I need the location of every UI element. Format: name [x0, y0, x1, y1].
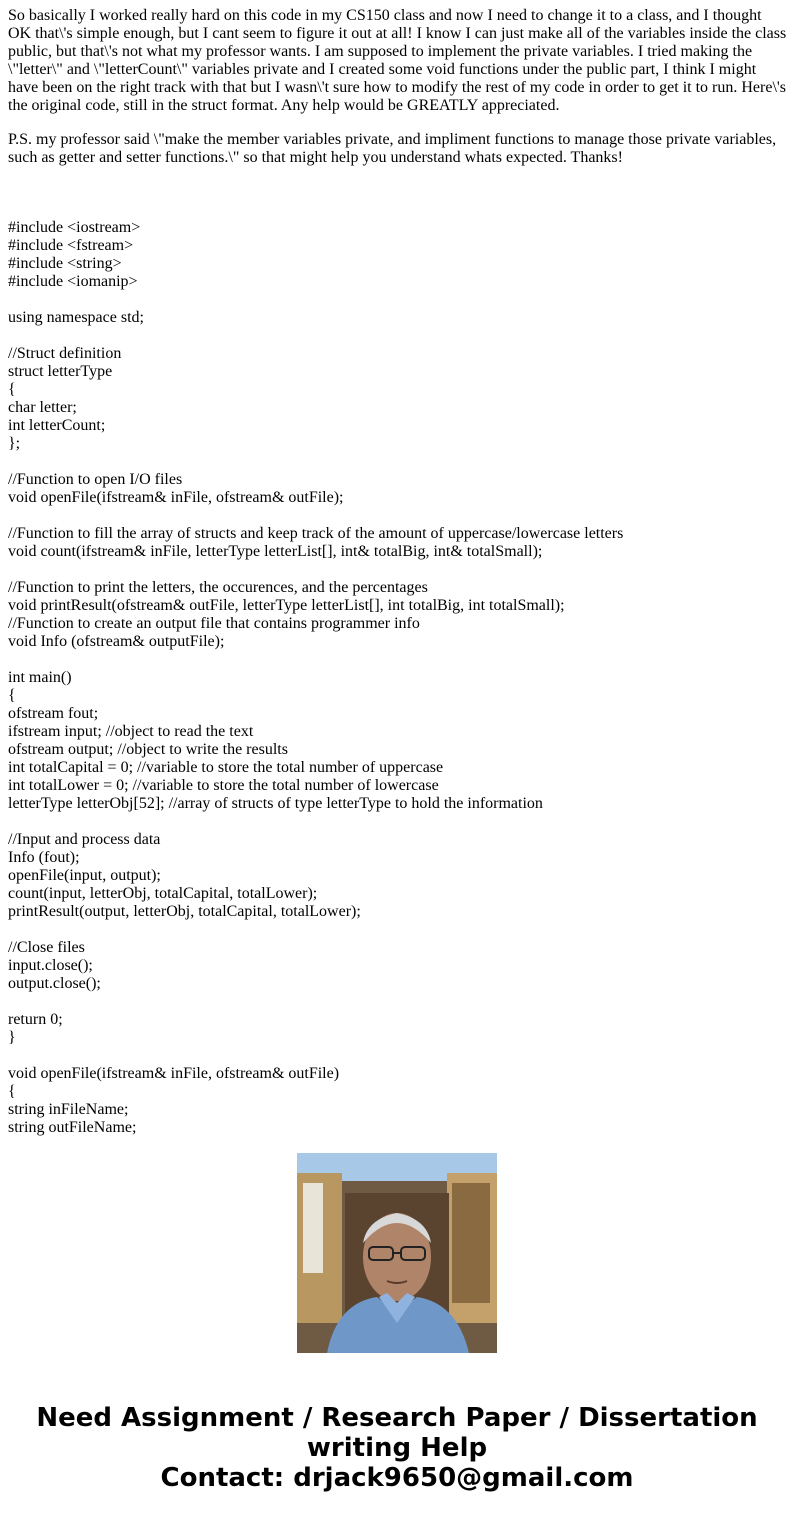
- question-paragraph: So basically I worked really hard on this code in my CS150 class and now I need to change it to a class, and I thought OK that\'s simple enough, but I cant seem to figure it out at all! I know I can just make all of the variables inside the class public, but that\'s not what my professor wants. I am supposed to implement the private variables. I tried making the \"letter\" and \"letterCount\" variables private and I created some void functions under the public part, I think I might have been on the right track with that but I wasn\'t sure how to modify the rest of my code in order to get it to run. Here\'s the original code, still in the struct format. Any help would be GREATLY appreciated.: [8, 7, 787, 114]
- code-line: using namespace std;: [8, 309, 144, 326]
- code-line: void count(ifstream& inFile, letterType letterList[], int& totalBig, int& totalSmall);: [8, 543, 543, 560]
- code-line: #include <string>: [8, 255, 122, 272]
- code-line: void openFile(ifstream& inFile, ofstream& outFile): [8, 1065, 340, 1082]
- code-line: [8, 921, 788, 939]
- code-line: void openFile(ifstream& inFile, ofstream& outFile);: [8, 489, 344, 506]
- code-line: //Struct definition: [8, 345, 122, 362]
- code-line: return 0;: [8, 1011, 63, 1028]
- ad-line: writing Help: [306, 1433, 488, 1463]
- code-line: openFile(input, output);: [8, 867, 161, 884]
- code-line: string inFileName;: [8, 1101, 129, 1118]
- question-body: [8, 7, 788, 183]
- code-line: ofstream fout;: [8, 705, 99, 722]
- code-line: [8, 1047, 788, 1065]
- ad-contact: Contact: drjack9650@gmail.com: [160, 1463, 634, 1493]
- code-line: output.close();: [8, 975, 101, 992]
- code-block: [8, 219, 788, 1136]
- code-line: int main(): [8, 669, 72, 686]
- ad-banner: [0, 1403, 794, 1493]
- code-line: };: [8, 435, 21, 452]
- code-line: ofstream output; //object to write the results: [8, 741, 288, 758]
- code-line: #include <fstream>: [8, 237, 134, 254]
- code-line: #include <iomanip>: [8, 273, 138, 290]
- code-line: [8, 651, 788, 669]
- code-line: //Function to print the letters, the occurences, and the percentages: [8, 579, 428, 596]
- code-line: ifstream input; //object to read the text: [8, 723, 254, 740]
- code-line: struct letterType: [8, 363, 113, 380]
- code-line: //Input and process data: [8, 831, 161, 848]
- code-line: void printResult(ofstream& outFile, letterType letterList[], int totalBig, int totalSmall);: [8, 597, 565, 614]
- code-line: {: [8, 381, 16, 398]
- code-line: void Info (ofstream& outputFile);: [8, 633, 225, 650]
- code-line: [8, 453, 788, 471]
- code-line: {: [8, 687, 16, 704]
- code-line: [8, 561, 788, 579]
- code-line: printResult(output, letterObj, totalCapital, totalLower);: [8, 903, 361, 920]
- code-line: //Function to open I/O files: [8, 471, 183, 488]
- avatar-photo: [297, 1153, 497, 1353]
- code-line: string outFileName;: [8, 1119, 137, 1136]
- code-line: int totalCapital = 0; //variable to store the total number of uppercase: [8, 759, 444, 776]
- code-line: }: [8, 1029, 16, 1046]
- code-line: Info (fout);: [8, 849, 80, 866]
- question-paragraph: P.S. my professor said \"make the member variables private, and impliment functions to manage those private variables, such as getter and setter functions.\" so that might help you understand whats expected. Thanks!: [8, 131, 777, 166]
- code-line: {: [8, 1083, 16, 1100]
- code-line: count(input, letterObj, totalCapital, totalLower);: [8, 885, 318, 902]
- code-line: [8, 993, 788, 1011]
- ad-line: Need Assignment / Research Paper / Dissertation: [36, 1403, 758, 1433]
- code-line: //Function to create an output file that contains programmer info: [8, 615, 420, 632]
- code-line: //Close files: [8, 939, 85, 956]
- code-line: int letterCount;: [8, 417, 106, 434]
- avatar: [297, 1153, 497, 1353]
- code-line: char letter;: [8, 399, 77, 416]
- code-line: //Function to fill the array of structs and keep track of the amount of uppercase/lowercase letters: [8, 525, 624, 542]
- code-line: input.close();: [8, 957, 93, 974]
- code-line: [8, 813, 788, 831]
- code-line: [8, 507, 788, 525]
- code-line: #include <iostream>: [8, 219, 141, 236]
- code-line: [8, 291, 788, 309]
- code-line: letterType letterObj[52]; //array of structs of type letterType to hold the information: [8, 795, 543, 812]
- code-line: int totalLower = 0; //variable to store the total number of lowercase: [8, 777, 439, 794]
- code-line: [8, 327, 788, 345]
